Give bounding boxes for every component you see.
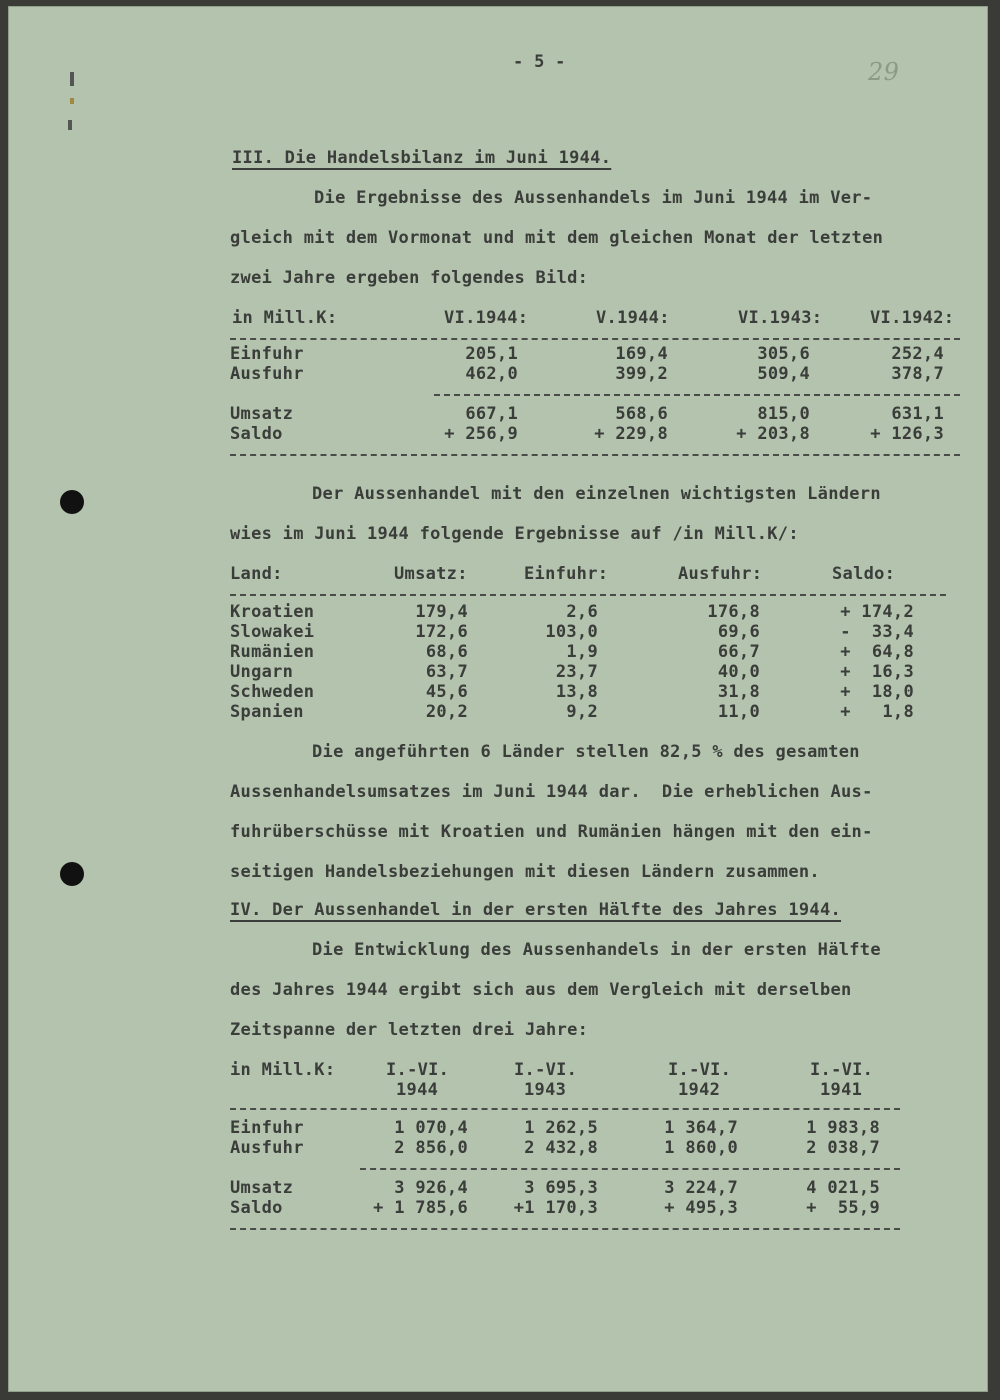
table-header: Ausfuhr: bbox=[678, 564, 763, 584]
cell: 399,2 bbox=[615, 364, 668, 384]
paragraph-line: wies im Juni 1944 folgende Ergebnisse auf /in Mill.K/: bbox=[230, 524, 799, 544]
cell: 23,7 bbox=[555, 662, 598, 682]
cell: 1 070,4 bbox=[394, 1118, 468, 1138]
paragraph-line: Die angeführten 6 Länder stellen 82,5 % des gesamten bbox=[312, 742, 860, 762]
table-header: I.-VI. bbox=[386, 1060, 450, 1080]
table-header: 1941 bbox=[820, 1080, 863, 1100]
table-header: I.-VI. bbox=[810, 1060, 874, 1080]
table-rule bbox=[230, 338, 960, 340]
cell: + 55,9 bbox=[806, 1198, 880, 1218]
table-header: VI.1944: bbox=[444, 308, 529, 328]
table-header: Umsatz: bbox=[394, 564, 468, 584]
margin-mark bbox=[70, 98, 74, 104]
row-label: Ausfuhr bbox=[230, 364, 304, 384]
cell: + 229,8 bbox=[594, 424, 668, 444]
cell: + 1 785,6 bbox=[373, 1198, 468, 1218]
cell: 103,0 bbox=[545, 622, 598, 642]
cell: 667,1 bbox=[465, 404, 518, 424]
cell: 68,6 bbox=[425, 642, 468, 662]
cell: 45,6 bbox=[425, 682, 468, 702]
cell: + 203,8 bbox=[736, 424, 810, 444]
cell: + 16,3 bbox=[840, 662, 914, 682]
cell: + 18,0 bbox=[840, 682, 914, 702]
punch-hole-top bbox=[60, 490, 84, 514]
table-header-label: Land: bbox=[230, 564, 283, 584]
cell: 179,4 bbox=[415, 602, 468, 622]
table-header: 1944 bbox=[396, 1080, 439, 1100]
table-header: I.-VI. bbox=[668, 1060, 732, 1080]
cell: 169,4 bbox=[615, 344, 668, 364]
cell: 3 224,7 bbox=[664, 1178, 738, 1198]
row-label: Umsatz bbox=[230, 1178, 294, 1198]
paragraph-line: gleich mit dem Vormonat und mit dem gleichen Monat der letzten bbox=[230, 228, 884, 248]
row-label: Ungarn bbox=[230, 662, 294, 682]
table-rule bbox=[230, 454, 960, 456]
table-header: I.-VI. bbox=[514, 1060, 578, 1080]
cell: + 495,3 bbox=[664, 1198, 738, 1218]
cell: 3 926,4 bbox=[394, 1178, 468, 1198]
pencil-annotation: 29 bbox=[868, 58, 900, 86]
row-label: Saldo bbox=[230, 1198, 283, 1218]
table-header: VI.1942: bbox=[870, 308, 955, 328]
row-label: Einfuhr bbox=[230, 344, 304, 364]
table-rule bbox=[230, 594, 946, 596]
cell: 31,8 bbox=[717, 682, 760, 702]
paragraph-line: seitigen Handelsbeziehungen mit diesen Ländern zusammen. bbox=[230, 862, 820, 882]
table-header: 1942 bbox=[678, 1080, 721, 1100]
paragraph-line: fuhrüberschüsse mit Kroatien und Rumänien hängen mit den ein- bbox=[230, 822, 873, 842]
cell: + 174,2 bbox=[840, 602, 914, 622]
cell: + 1,8 bbox=[840, 702, 914, 722]
cell: 172,6 bbox=[415, 622, 468, 642]
paragraph-line: des Jahres 1944 ergibt sich aus dem Vergleich mit derselben bbox=[230, 980, 852, 1000]
cell: 1 860,0 bbox=[664, 1138, 738, 1158]
cell: 1,9 bbox=[566, 642, 598, 662]
cell: 63,7 bbox=[425, 662, 468, 682]
paragraph-line: Aussenhandelsumsatzes im Juni 1944 dar. Die erheblichen Aus- bbox=[230, 782, 873, 802]
cell: 1 364,7 bbox=[664, 1118, 738, 1138]
cell: 631,1 bbox=[891, 404, 944, 424]
cell: 40,0 bbox=[717, 662, 760, 682]
cell: 815,0 bbox=[757, 404, 810, 424]
table-header: Einfuhr: bbox=[524, 564, 609, 584]
row-label: Ausfuhr bbox=[230, 1138, 304, 1158]
cell: + 126,3 bbox=[870, 424, 944, 444]
table-header: VI.1943: bbox=[738, 308, 823, 328]
table-rule bbox=[230, 1228, 900, 1230]
table-header-label: in Mill.K: bbox=[232, 308, 338, 328]
cell: - 33,4 bbox=[840, 622, 914, 642]
cell: 509,4 bbox=[757, 364, 810, 384]
paragraph-line: Die Ergebnisse des Aussenhandels im Juni 1944 im Ver- bbox=[314, 188, 873, 208]
cell: 13,8 bbox=[555, 682, 598, 702]
paragraph-line: Der Aussenhandel mit den einzelnen wichtigsten Ländern bbox=[312, 484, 881, 504]
cell: 252,4 bbox=[891, 344, 944, 364]
document-page bbox=[8, 6, 988, 1392]
cell: 11,0 bbox=[717, 702, 760, 722]
table-header: Saldo: bbox=[832, 564, 896, 584]
cell: 20,2 bbox=[425, 702, 468, 722]
cell: 66,7 bbox=[717, 642, 760, 662]
page-number: - 5 - bbox=[513, 52, 566, 72]
cell: 378,7 bbox=[891, 364, 944, 384]
cell: 4 021,5 bbox=[806, 1178, 880, 1198]
cell: 1 983,8 bbox=[806, 1118, 880, 1138]
cell: 2 856,0 bbox=[394, 1138, 468, 1158]
cell: 2 432,8 bbox=[524, 1138, 598, 1158]
table-rule bbox=[360, 1168, 900, 1170]
cell: 176,8 bbox=[707, 602, 760, 622]
paragraph-line: Zeitspanne der letzten drei Jahre: bbox=[230, 1020, 589, 1040]
paragraph-line: Die Entwicklung des Aussenhandels in der ersten Hälfte bbox=[312, 940, 881, 960]
table-rule bbox=[230, 1108, 900, 1110]
cell: 462,0 bbox=[465, 364, 518, 384]
margin-mark bbox=[68, 120, 72, 130]
cell: 3 695,3 bbox=[524, 1178, 598, 1198]
cell: +1 170,3 bbox=[513, 1198, 598, 1218]
section-heading: IV. Der Aussenhandel in der ersten Hälfte des Jahres 1944. bbox=[230, 900, 842, 920]
row-label: Umsatz bbox=[230, 404, 294, 424]
row-label: Kroatien bbox=[230, 602, 315, 622]
table-rule bbox=[434, 394, 960, 396]
table-header-label: in Mill.K: bbox=[230, 1060, 336, 1080]
cell: 568,6 bbox=[615, 404, 668, 424]
table-header: 1943 bbox=[524, 1080, 567, 1100]
punch-hole-bottom bbox=[60, 862, 84, 886]
cell: 69,6 bbox=[717, 622, 760, 642]
cell: 9,2 bbox=[566, 702, 598, 722]
row-label: Schweden bbox=[230, 682, 315, 702]
row-label: Rumänien bbox=[230, 642, 315, 662]
cell: 205,1 bbox=[465, 344, 518, 364]
cell: + 256,9 bbox=[444, 424, 518, 444]
row-label: Einfuhr bbox=[230, 1118, 304, 1138]
cell: 2 038,7 bbox=[806, 1138, 880, 1158]
row-label: Spanien bbox=[230, 702, 304, 722]
paragraph-line: zwei Jahre ergeben folgendes Bild: bbox=[230, 268, 589, 288]
table-header: V.1944: bbox=[596, 308, 670, 328]
cell: + 64,8 bbox=[840, 642, 914, 662]
margin-mark bbox=[70, 72, 74, 86]
cell: 2,6 bbox=[566, 602, 598, 622]
section-heading: III. Die Handelsbilanz im Juni 1944. bbox=[232, 148, 612, 168]
cell: 1 262,5 bbox=[524, 1118, 598, 1138]
cell: 305,6 bbox=[757, 344, 810, 364]
row-label: Saldo bbox=[230, 424, 283, 444]
row-label: Slowakei bbox=[230, 622, 315, 642]
